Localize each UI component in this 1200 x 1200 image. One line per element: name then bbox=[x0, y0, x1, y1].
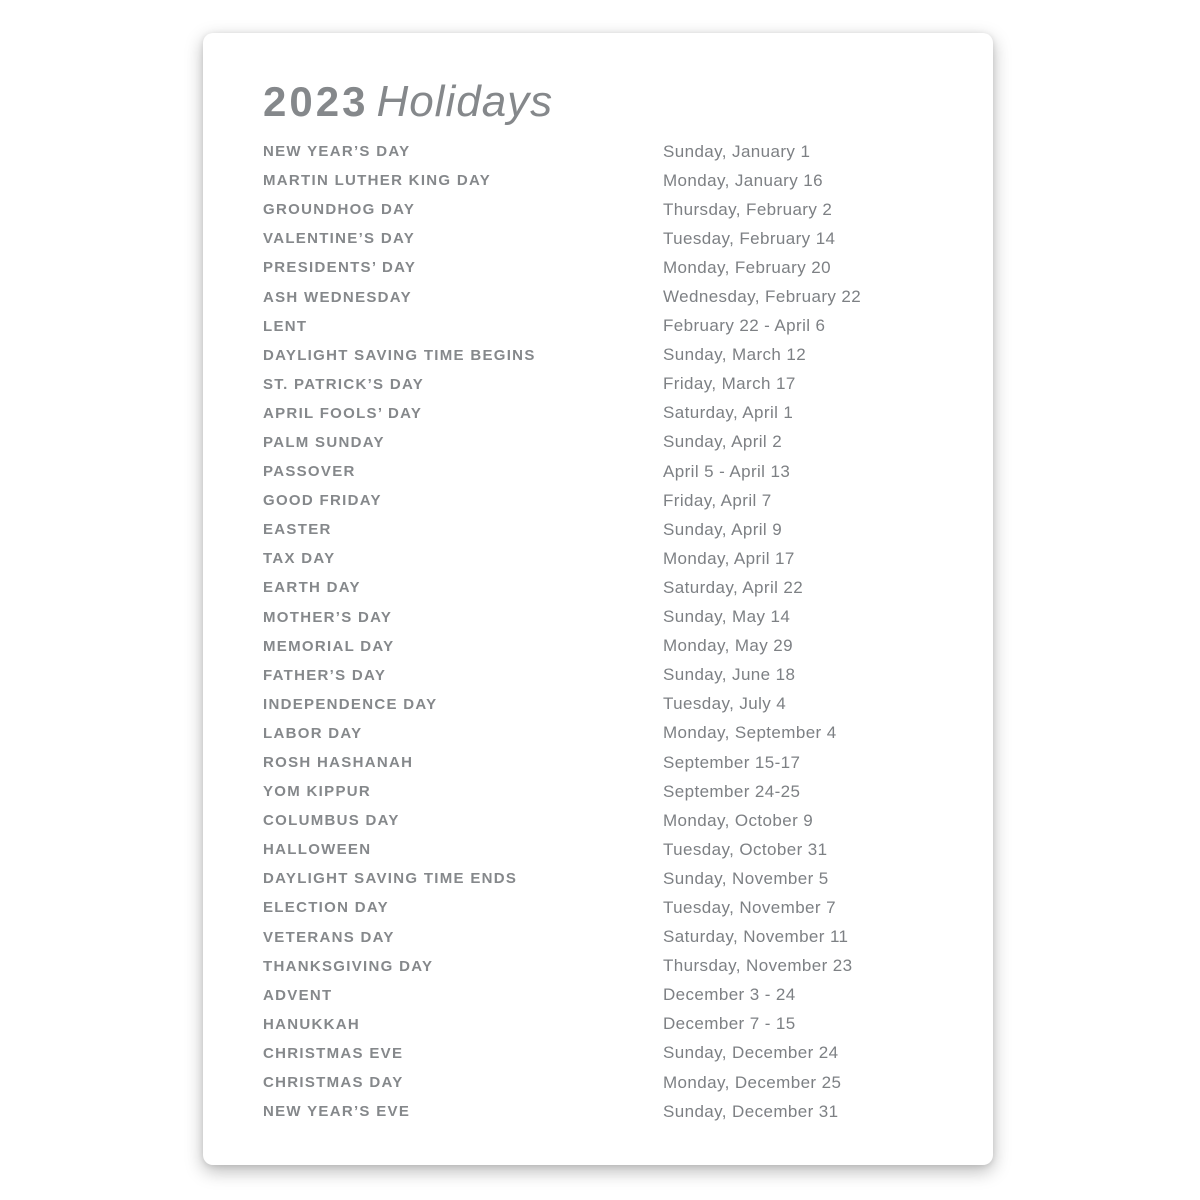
holiday-name: GROUNDHOG DAY bbox=[263, 201, 416, 219]
holiday-name: NEW YEAR’S EVE bbox=[263, 1103, 411, 1121]
holiday-date: Monday, January 16 bbox=[663, 170, 823, 190]
holiday-date: Monday, April 17 bbox=[663, 548, 795, 568]
holiday-date: Sunday, November 5 bbox=[663, 868, 829, 888]
list-item bbox=[263, 719, 983, 748]
holiday-date: Monday, May 29 bbox=[663, 636, 794, 656]
holiday-name: EARTH DAY bbox=[263, 579, 361, 597]
list-item bbox=[263, 777, 983, 806]
holiday-date: December 7 - 15 bbox=[663, 1014, 796, 1034]
list-item bbox=[263, 457, 983, 486]
holiday-name: NEW YEAR’S DAY bbox=[263, 143, 411, 161]
holiday-date: Tuesday, February 14 bbox=[663, 228, 836, 248]
holiday-date: Saturday, April 22 bbox=[663, 577, 804, 597]
holiday-name: CHRISTMAS EVE bbox=[263, 1044, 404, 1062]
holiday-date: Thursday, February 2 bbox=[663, 199, 833, 219]
holiday-date: Sunday, December 24 bbox=[663, 1043, 839, 1063]
holiday-name: ST. PATRICK’S DAY bbox=[263, 375, 425, 393]
holiday-name: MARTIN LUTHER KING DAY bbox=[263, 172, 492, 190]
list-item bbox=[263, 690, 983, 719]
list-item bbox=[263, 661, 983, 690]
holiday-date: Sunday, April 2 bbox=[663, 432, 783, 452]
holiday-name: ELECTION DAY bbox=[263, 899, 389, 917]
holiday-name: MOTHER’S DAY bbox=[263, 608, 393, 626]
holiday-name: YOM KIPPUR bbox=[263, 783, 372, 801]
page-title bbox=[263, 79, 553, 128]
holiday-name: ROSH HASHANAH bbox=[263, 754, 414, 772]
list-item bbox=[263, 341, 983, 370]
holiday-date: Sunday, April 9 bbox=[663, 519, 783, 539]
list-item bbox=[263, 486, 983, 515]
holiday-date: Sunday, December 31 bbox=[663, 1101, 839, 1121]
holiday-name: HALLOWEEN bbox=[263, 841, 372, 859]
holiday-date: Sunday, May 14 bbox=[663, 607, 791, 627]
holiday-name: PALM SUNDAY bbox=[263, 433, 385, 451]
title-word: Holidays bbox=[376, 77, 554, 126]
holiday-date: April 5 - April 13 bbox=[663, 461, 791, 481]
holiday-date: Thursday, November 23 bbox=[663, 956, 853, 976]
holiday-date: Tuesday, July 4 bbox=[663, 694, 787, 714]
holiday-date: September 15-17 bbox=[663, 752, 801, 772]
list-item bbox=[263, 748, 983, 777]
list-item bbox=[263, 573, 983, 602]
holiday-date: Wednesday, February 22 bbox=[663, 287, 862, 307]
holiday-date: September 24-25 bbox=[663, 781, 801, 801]
holiday-name: INDEPENDENCE DAY bbox=[263, 695, 438, 713]
holiday-date: Monday, October 9 bbox=[663, 810, 814, 830]
holiday-name: VETERANS DAY bbox=[263, 928, 395, 946]
title-year: 2023 bbox=[263, 78, 369, 125]
list-item bbox=[263, 195, 983, 224]
holiday-date: Friday, April 7 bbox=[663, 490, 772, 510]
list-item bbox=[263, 137, 983, 166]
holiday-name: PASSOVER bbox=[263, 463, 356, 481]
holiday-date: Monday, February 20 bbox=[663, 257, 831, 277]
list-item bbox=[263, 1097, 983, 1126]
holiday-date: Tuesday, October 31 bbox=[663, 839, 828, 859]
list-item bbox=[263, 253, 983, 282]
holiday-date: Monday, December 25 bbox=[663, 1072, 842, 1092]
holiday-date: Monday, September 4 bbox=[663, 723, 837, 743]
holiday-date: Sunday, March 12 bbox=[663, 345, 807, 365]
holiday-name: ADVENT bbox=[263, 986, 333, 1004]
list-item bbox=[263, 224, 983, 253]
holiday-name: CHRISTMAS DAY bbox=[263, 1074, 404, 1092]
holiday-date: Saturday, November 11 bbox=[663, 927, 849, 947]
list-item bbox=[263, 952, 983, 981]
holiday-name: APRIL FOOLS’ DAY bbox=[263, 404, 423, 422]
list-item bbox=[263, 864, 983, 893]
holiday-date: Sunday, January 1 bbox=[663, 141, 811, 161]
holiday-name: VALENTINE’S DAY bbox=[263, 230, 416, 248]
holiday-date: February 22 - April 6 bbox=[663, 316, 826, 336]
holiday-name: THANKSGIVING DAY bbox=[263, 957, 434, 975]
list-item bbox=[263, 981, 983, 1010]
holiday-name: FATHER’S DAY bbox=[263, 666, 387, 684]
holiday-date: Sunday, June 18 bbox=[663, 665, 796, 685]
list-item bbox=[263, 806, 983, 835]
holiday-name: LABOR DAY bbox=[263, 724, 363, 742]
holiday-date: December 3 - 24 bbox=[663, 985, 796, 1005]
holiday-name: EASTER bbox=[263, 521, 332, 539]
list-item bbox=[263, 1068, 983, 1097]
list-item bbox=[263, 1010, 983, 1039]
holiday-name: MEMORIAL DAY bbox=[263, 637, 395, 655]
holiday-card bbox=[203, 33, 993, 1165]
holiday-name: DAYLIGHT SAVING TIME ENDS bbox=[263, 870, 518, 888]
holiday-list bbox=[263, 137, 983, 1126]
list-item bbox=[263, 399, 983, 428]
list-item bbox=[263, 282, 983, 311]
list-item bbox=[263, 428, 983, 457]
holiday-date: Saturday, April 1 bbox=[663, 403, 794, 423]
list-item bbox=[263, 312, 983, 341]
list-item bbox=[263, 370, 983, 399]
holiday-name: HANUKKAH bbox=[263, 1015, 361, 1033]
holiday-date: Friday, March 17 bbox=[663, 374, 796, 394]
list-item bbox=[263, 893, 983, 922]
list-item bbox=[263, 544, 983, 573]
holiday-name: DAYLIGHT SAVING TIME BEGINS bbox=[263, 346, 536, 364]
list-item bbox=[263, 835, 983, 864]
list-item bbox=[263, 166, 983, 195]
holiday-name: ASH WEDNESDAY bbox=[263, 288, 412, 306]
holiday-name: LENT bbox=[263, 317, 308, 335]
list-item bbox=[263, 603, 983, 632]
holiday-name: TAX DAY bbox=[263, 550, 336, 568]
list-item bbox=[263, 1039, 983, 1068]
list-item bbox=[263, 632, 983, 661]
holiday-name: COLUMBUS DAY bbox=[263, 812, 400, 830]
holiday-name: GOOD FRIDAY bbox=[263, 492, 382, 510]
list-item bbox=[263, 515, 983, 544]
holiday-date: Tuesday, November 7 bbox=[663, 897, 836, 917]
holiday-name: PRESIDENTS’ DAY bbox=[263, 259, 417, 277]
list-item bbox=[263, 923, 983, 952]
